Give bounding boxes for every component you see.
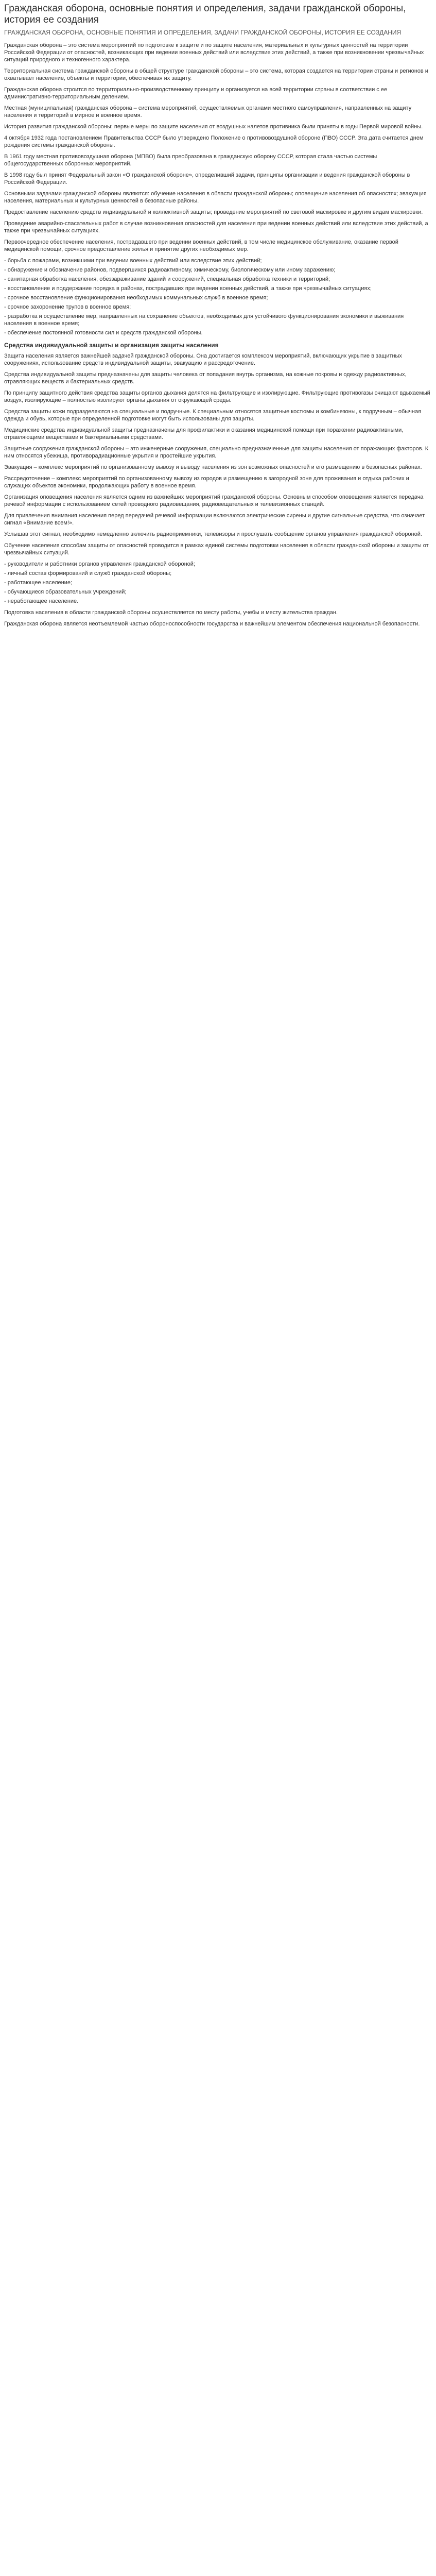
training-groups-list xyxy=(4,561,432,605)
paragraph: Предоставление населению средств индивидуальной и коллективной защиты; проведение мероприятий по световой маскировке и другим видам маскировки. xyxy=(4,209,423,215)
paragraph: По принципу защитного действия средства защиты органов дыхания делятся на фильтрующие и изолирующие. Фильтрующие противогазы очищают вдыхаемый воздух, изолирующие – полностью изолируют органы дыхания от окружающей среды. xyxy=(4,390,430,403)
list-item: - неработающее население. xyxy=(4,598,79,604)
paragraph: Первоочередное обеспечение населения, пострадавшего при ведении военных действий, в том числе медицинское обслуживание, оказание первой медицинской помощи, срочное предоставление жилья и принятие других необходимых мер. xyxy=(4,239,398,252)
list-item: - обеспечение постоянной готовности сил и средств гражданской обороны. xyxy=(4,330,203,336)
paragraph: Эвакуация – комплекс мероприятий по организованному вывозу и выводу населения из зон возможных опасностей и его размещению в безопасных районах. xyxy=(4,464,422,470)
paragraph: Обучение населения способам защиты от опасностей проводится в рамках единой системы подготовки населения в области гражданской обороны и защиты от чрезвычайных ситуаций. xyxy=(4,543,429,556)
list-item: - обнаружение и обозначение районов, подвергшихся радиоактивному, химическому, биологическому или иному заражению; xyxy=(4,267,336,273)
intro-section xyxy=(4,42,432,253)
paragraph: Средства защиты кожи подразделяются на специальные и подручные. К специальным относятся защитные костюмы и комбинезоны, к подручным – обычная одежда и обувь, которые при определенной подготовке могут быть использованы для защиты. xyxy=(4,409,422,422)
document-page xyxy=(0,0,436,642)
list-item: - срочное восстановление функционирования необходимых коммунальных служб в военное время; xyxy=(4,295,268,301)
closing-section xyxy=(4,609,432,628)
list-item: - обучающиеся образовательных учреждений; xyxy=(4,589,127,595)
page-title: Гражданская оборона, основные понятия и определения, задачи гражданской обороны, история ее создания xyxy=(4,3,406,25)
paragraph: Защита населения является важнейшей задачей гражданской обороны. Она достигается комплексом мероприятий, включающих укрытие в защитных сооружениях, использование средств индивидуальной защиты, эвакуацию и рассредоточение. xyxy=(4,353,402,366)
paragraph: В 1961 году местная противовоздушная оборона (МПВО) была преобразована в гражданскую оборону СССР, которая стала частью системы общегосударственных оборонных мероприятий. xyxy=(4,154,377,167)
paragraph: Проведение аварийно-спасательных работ в случае возникновения опасностей для населения при ведении военных действий или вследствие этих действий, а также при чрезвычайных ситуациях. xyxy=(4,221,428,234)
list-item: - работающее население; xyxy=(4,580,73,586)
paragraph: Подготовка населения в области гражданской обороны осуществляется по месту работы, учебы и месту жительства граждан. xyxy=(4,609,338,616)
page-subtitle: ГРАЖДАНСКАЯ ОБОРОНА, ОСНОВНЫЕ ПОНЯТИЯ И ОПРЕДЕЛЕНИЯ, ЗАДАЧИ ГРАЖДАНСКОЙ ОБОРОНЫ, ИСТОРИЯ ЕЕ СОЗДАНИЯ xyxy=(4,29,402,36)
paragraph: Для привлечения внимания населения перед передачей речевой информации включаются электрические сирены и другие сигнальные средства, что означает сигнал «Внимание всем!». xyxy=(4,513,425,526)
paragraph: Местная (муниципальная) гражданская оборона – система мероприятий, осуществляемых органами местного самоуправления, направленных на защиту населения и территорий в мирное и военное время. xyxy=(4,105,412,118)
paragraph: История развития гражданской обороны: первые меры по защите населения от воздушных налетов противника были приняты в годы Первой мировой войны. xyxy=(4,124,423,130)
paragraph: Услышав этот сигнал, необходимо немедленно включить радиоприемники, телевизоры и прослушать сообщение органов управления гражданской обороной. xyxy=(4,531,422,537)
list-item: - санитарная обработка населения, обеззараживание зданий и сооружений, специальная обработка техники и территорий; xyxy=(4,276,330,282)
list-item: - разработка и осуществление мер, направленных на сохранение объектов, необходимых для устойчивого функционирования экономики и выживания населения в военное время; xyxy=(4,313,404,327)
list-item: - руководители и работники органов управления гражданской обороной; xyxy=(4,561,195,567)
list-item: - срочное захоронение трупов в военное время; xyxy=(4,304,131,310)
tasks-list xyxy=(4,257,432,336)
list-item: - борьба с пожарами, возникшими при ведении военных действий или вследствие этих действий; xyxy=(4,258,262,264)
paragraph: Организация оповещения населения является одним из важнейших мероприятий гражданской обороны. Основным способом оповещения является передача речевой информации с использованием сетей проводного радиовещания, радиовещательных и телевизионных станций. xyxy=(4,494,424,507)
paragraph: Защитные сооружения гражданской обороны – это инженерные сооружения, специально предназначенные для защиты населения от поражающих факторов. К ним относятся убежища, противорадиационные укрытия и простейшие укрытия. xyxy=(4,446,429,459)
list-item: - личный состав формирований и служб гражданской обороны; xyxy=(4,570,172,577)
paragraph: В 1998 году был принят Федеральный закон «О гражданской обороне», определивший задачи, принципы организации и ведения гражданской обороны в Российской Федерации. xyxy=(4,172,410,185)
paragraph: Гражданская оборона строится по территориально-производственному принципу и организуется на всей территории страны в соответствии с ее административно-территориальным делением. xyxy=(4,87,388,100)
section-heading: Средства индивидуальной защиты и организация защиты населения xyxy=(4,342,219,349)
body-section xyxy=(4,352,432,556)
paragraph: Основными задачами гражданской обороны являются: обучение населения в области гражданской обороны; оповещение населения об опасностях; эвакуация населения, материальных и культурных ценностей в безопасные районы. xyxy=(4,191,427,204)
paragraph: Средства индивидуальной защиты предназначены для защиты человека от попадания внутрь организма, на кожные покровы и одежду радиоактивных, отравляющих веществ и бактериальных средств. xyxy=(4,371,407,385)
paragraph: Территориальная система гражданской обороны в общей структуре гражданской обороны – это система, которая создается на территории страны и регионов и охватывает население, объекты и территории, обеспечивая их защиту. xyxy=(4,68,428,81)
paragraph: Гражданская оборона – это система мероприятий по подготовке к защите и по защите населения, материальных и культурных ценностей на территории Российской Федерации от опасностей, возникающих при ведении военных действий или вследствие этих действий, а также при возникновении чрезвычайных ситуаций природного и техногенного характера. xyxy=(4,42,424,63)
paragraph: Медицинские средства индивидуальной защиты предназначены для профилактики и оказания медицинской помощи при поражении радиоактивными, отравляющими веществами и бактериальными средствами. xyxy=(4,427,404,440)
paragraph: 4 октября 1932 года постановлением Правительства СССР было утверждено Положение о противовоздушной обороне (ПВО) СССР. Эта дата считается днем рождения системы гражданской обороны. xyxy=(4,135,424,148)
paragraph: Гражданская оборона является неотъемлемой частью обороноспособности государства и важнейшим элементом обеспечения национальной безопасности. xyxy=(4,621,420,627)
paragraph: Рассредоточение – комплекс мероприятий по организованному вывозу из городов и размещению в загородной зоне для проживания и отдыха рабочих и служащих объектов экономики, продолжающих работу в военное время. xyxy=(4,476,409,489)
list-item: - восстановление и поддержание порядка в районах, пострадавших при ведении военных действий, а также при чрезвычайных ситуациях; xyxy=(4,285,372,292)
